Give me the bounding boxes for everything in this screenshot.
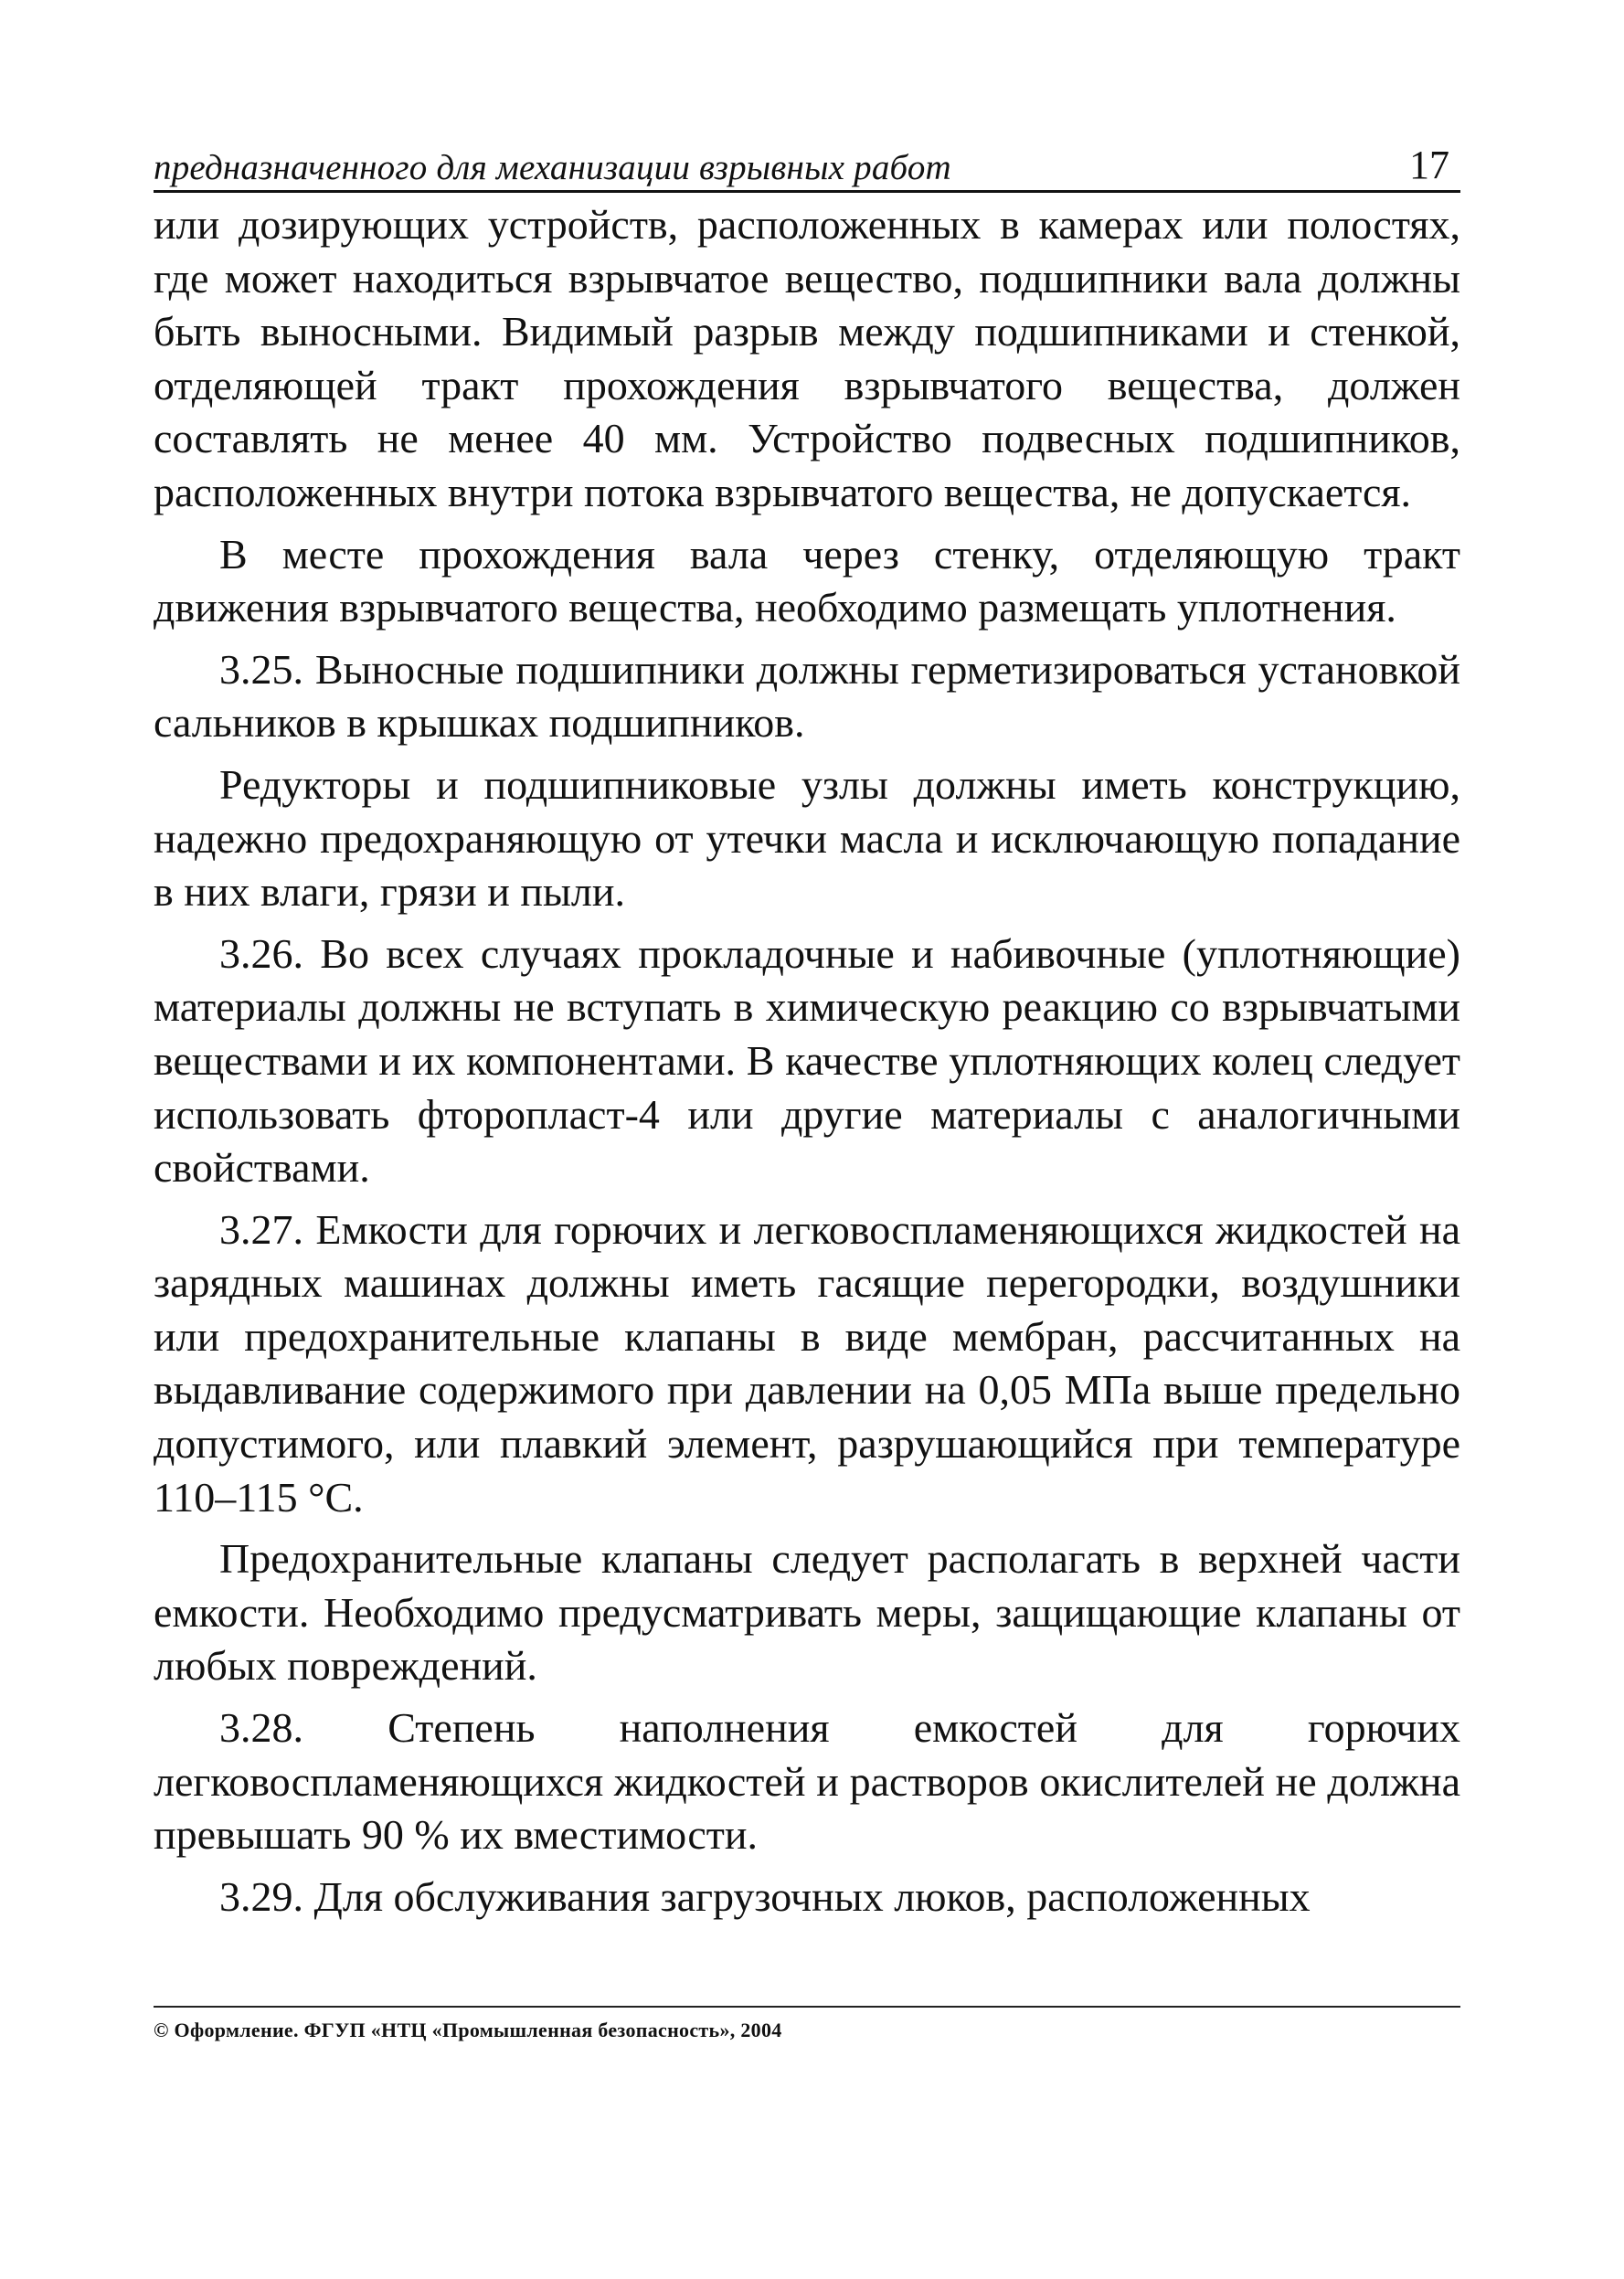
paragraph-3-26: 3.26. Во всех случаях прокладочные и набивочные (уплотняющие) материалы должны не вступать в химическую реакцию со взрывчатыми веществами и их компонентами. В качестве уплотняющих колец следует использовать фторопласт-4 или другие материалы с аналогичными свойствами. xyxy=(154,929,1460,1192)
footer-copyright: © Оформление. ФГУП «НТЦ «Промышленная безопасность», 2004 xyxy=(154,2019,782,2041)
running-header xyxy=(154,137,1460,193)
page-footer xyxy=(154,2006,1460,2042)
page-number: 17 xyxy=(1409,143,1449,187)
paragraph-continuation: или дозирующих устройств, расположенных в камерах или полостях, где может находиться взрывчатое вещество, подшипники вала должны быть выносными. Видимый разрыв между подшипниками и стенкой, отделяющей тракт прохождения взрывчатого вещества, должен составлять не менее 40 мм. Устройство подвесных подшипников, расположенных внутри потока взрывчатого вещества, не допускается. xyxy=(154,201,1460,515)
footer-divider xyxy=(154,2006,1460,2008)
paragraph-safety-valves: Предохранительные клапаны следует располагать в верхней части емкости. Необходимо предусматривать меры, защищающие клапаны от любых повреждений. xyxy=(154,1535,1460,1690)
paragraph-reducers: Редукторы и подшипниковые узлы должны иметь конструкцию, надежно предохраняющую от утечки масла и исключающую попадание в них влаги, грязи и пыли. xyxy=(154,760,1460,916)
paragraph-3-29: 3.29. Для обслуживания загрузочных люков, расположенных xyxy=(219,1872,1311,1920)
paragraph-3-28: 3.28. Степень наполнения емкостей для горючих легковоспламеняющихся жидкостей и растворов окислителей не должна превышать 90 % их вместимости. xyxy=(154,1704,1460,1859)
paragraph-3-25: 3.25. Выносные подшипники должны герметизироваться установкой сальников в крышках подшипников. xyxy=(154,645,1460,747)
paragraph-3-27: 3.27. Емкости для горючих и легковоспламеняющихся жидкостей на зарядных машинах должны иметь гасящие перегородки, воздушники или предохранительные клапаны в виде мембран, рассчитанных на выдавливание содержимого при давлении на 0,05 МПа выше предельно допустимого, или плавкий элемент, разрушающийся при температуре 110–115 °С. xyxy=(154,1205,1460,1521)
document-page xyxy=(154,137,1460,1932)
paragraph-seal: В месте прохождения вала через стенку, отделяющую тракт движения взрывчатого вещества, необходимо размещать уплотнения. xyxy=(154,530,1460,631)
body-text xyxy=(154,198,1460,1924)
running-title: предназначенного для механизации взрывных работ xyxy=(154,148,951,187)
